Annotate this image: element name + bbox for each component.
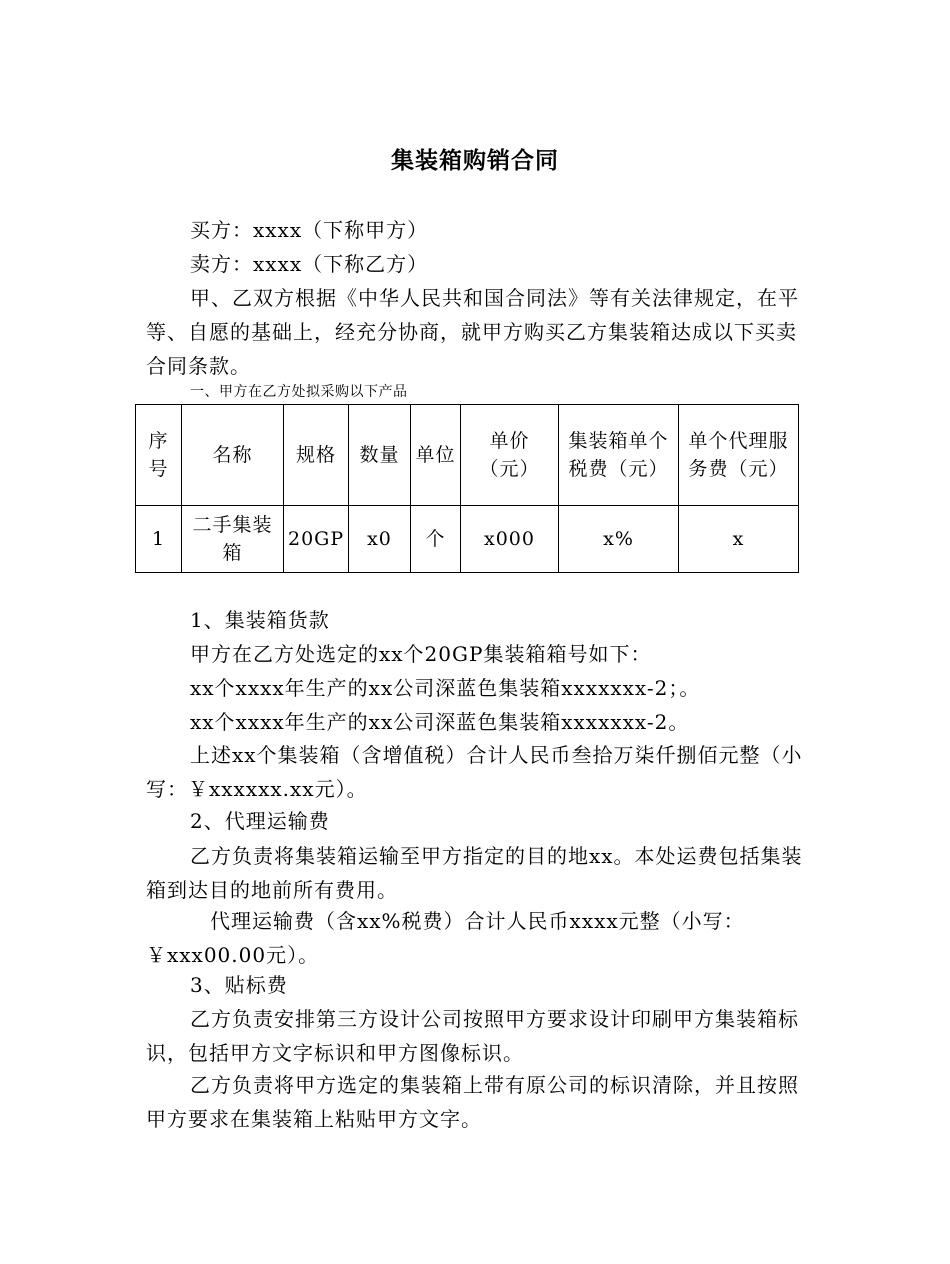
seller-line: 卖方：xxxx（下称乙方） xyxy=(190,252,429,276)
table-header-cell: 数量 xyxy=(349,405,411,506)
clause2-text: 乙方负责将集装箱运输至甲方指定的目的地xx。本处运费包括集装箱到达目的地前所有费用。 xyxy=(146,844,803,902)
table-cell: x000 xyxy=(461,506,559,573)
clause3-text2: 乙方负责将甲方选定的集装箱上带有原公司的标识清除，并且按照甲方要求在集装箱上粘贴甲方文字。 xyxy=(146,1073,799,1131)
clause1-line1: 甲方在乙方处选定的xx个20GP集装箱箱号如下： xyxy=(190,642,652,666)
table-header-cell: 单价（元） xyxy=(461,405,559,506)
clause3-text1: 乙方负责安排第三方设计公司按照甲方要求设计印刷甲方集装箱标识，包括甲方文字标识和甲方图像标识。 xyxy=(146,1007,799,1065)
clause1-heading: 1、集装箱货款 xyxy=(190,608,330,632)
clause1-line3: xx个xxxx年生产的xx公司深蓝色集装箱xxxxxxx-2。 xyxy=(190,710,690,734)
table-header-cell: 单个代理服务费（元） xyxy=(679,405,799,506)
table-header-cell: 序号 xyxy=(136,405,182,506)
table-cell: 20GP xyxy=(284,506,349,573)
table-header-row xyxy=(136,405,799,506)
table-header-cell: 名称 xyxy=(182,405,284,506)
table-header-cell: 集装箱单个税费（元） xyxy=(559,405,679,506)
table-header-cell: 规格 xyxy=(284,405,349,506)
table-cell: x% xyxy=(559,506,679,573)
table-row xyxy=(136,506,799,573)
table-cell: 个 xyxy=(411,506,461,573)
section-one-label: 一、甲方在乙方处拟采购以下产品 xyxy=(190,384,408,400)
clause2-total: 代理运输费（含xx%税费）合计人民币xxxx元整（小写：￥xxx00.00元）。 xyxy=(146,909,745,967)
table-cell: 二手集装箱 xyxy=(182,506,284,573)
table-cell: x0 xyxy=(349,506,411,573)
clause2-heading: 2、代理运输费 xyxy=(190,809,330,833)
clause1-total: 上述xx个集装箱（含增值税）合计人民币叁拾万柒仟捌佰元整（小写：￥xxxxxx.xx元）。 xyxy=(146,743,803,801)
table-cell: x xyxy=(679,506,799,573)
table-cell: 1 xyxy=(136,506,182,573)
table-header-cell: 单位 xyxy=(411,405,461,506)
intro-paragraph: 甲、乙双方根据《中华人民共和国合同法》等有关法律规定，在平等、自愿的基础上，经充分协商，就甲方购买乙方集装箱达成以下买卖合同条款。 xyxy=(146,286,799,378)
clause1-line2: xx个xxxx年生产的xx公司深蓝色集装箱xxxxxxx-2；。 xyxy=(190,676,701,700)
product-table xyxy=(135,404,799,573)
buyer-line: 买方：xxxx（下称甲方） xyxy=(190,218,429,242)
document-title: 集装箱购销合同 xyxy=(391,148,559,174)
clause3-heading: 3、贴标费 xyxy=(190,973,288,997)
